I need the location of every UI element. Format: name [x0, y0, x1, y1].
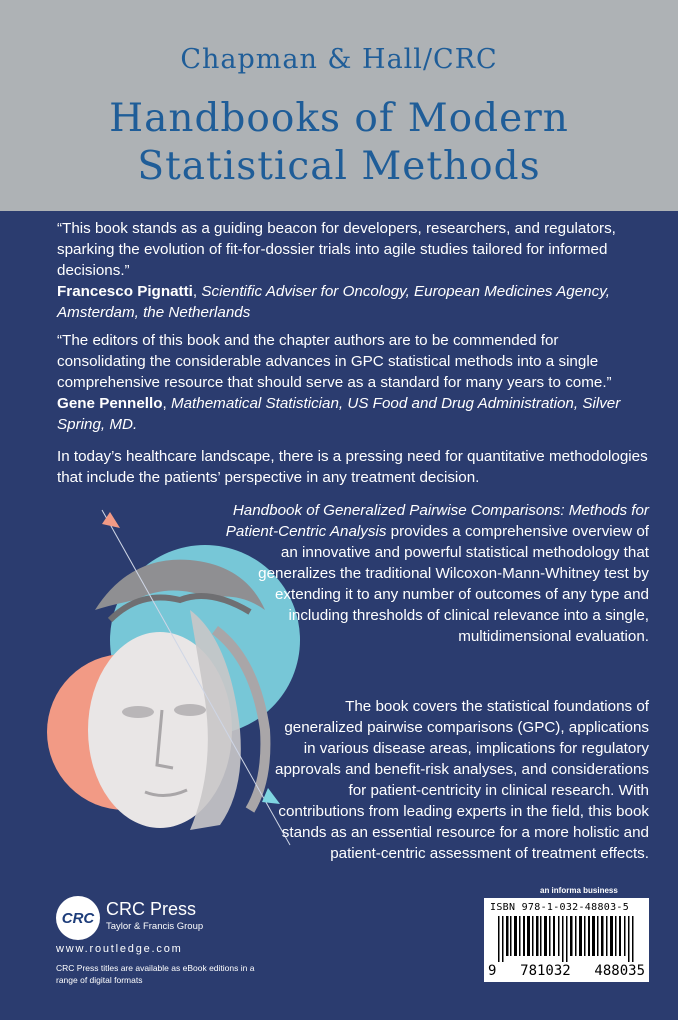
publisher-name: CRC Press	[106, 899, 197, 919]
crc-logo: CRC	[56, 896, 100, 940]
book-summary: provides a comprehensive overview of an innovative and powerful statistical methodology that generalizes the traditional Wilcoxon-Mann-Whitney test by extending it to any number of outcomes of any type and including thresholds of clinical relevance into a single, multidimensional evaluation.	[258, 523, 649, 645]
endorsement-attribution-1: Francesco Pignatti, Scientific Adviser for Oncology, European Medicines Agency, Amsterdam, the Netherlands	[57, 283, 610, 321]
barcode-number-group-1: 781032	[520, 963, 571, 979]
intro-paragraph: In today’s healthcare landscape, there is a pressing need for quantitative methodologies that include the patients’ perspective in any treatment decision.	[57, 448, 648, 486]
endorser-affiliation-1: Scientific Adviser for Oncology, European Medicines Agency, Amsterdam, the Netherlands	[57, 283, 610, 321]
endorser-name-1: Francesco Pignatti	[57, 283, 193, 300]
publisher-group: Taylor & Francis Group	[106, 921, 204, 932]
book-description	[215, 500, 649, 647]
series-title-line-2: Statistical Methods	[137, 144, 541, 189]
informa-tagline: an informa business	[540, 886, 618, 895]
barcode-number	[488, 963, 645, 979]
endorser-name-2: Gene Pennello	[57, 395, 163, 412]
endorsement-attribution-2: Gene Pennello, Mathematical Statistician, US Food and Drug Administration, Silver Spring, MD.	[57, 395, 621, 433]
ebook-note: CRC Press titles are available as eBook editions in a range of digital formats	[56, 963, 255, 985]
endorser-affiliation-2: Mathematical Statistician, US Food and Drug Administration, Silver Spring, MD.	[57, 395, 621, 433]
series-title-line-1: Handbooks of Modern	[109, 96, 569, 141]
book-title: Handbook of Generalized Pairwise Comparisons: Methods for Patient-Centric Analysis	[225, 502, 649, 540]
barcode-number-group-2: 488035	[594, 963, 645, 979]
barcode-bars	[488, 916, 645, 962]
series-header	[0, 0, 678, 211]
series-title	[0, 95, 678, 191]
isbn-text: ISBN 978-1-032-48803-5	[490, 902, 630, 913]
publisher-website: www.routledge.com	[56, 943, 183, 955]
endorsement-quote-1: “This book stands as a guiding beacon for developers, researchers, and regulators, sparking the evolution of fit-for-dossier trials into agile studies tailored for informed decisions.”	[57, 220, 616, 279]
series-name: Chapman & Hall/CRC	[180, 44, 498, 75]
isbn-barcode	[484, 898, 649, 982]
endorsement-quote-2: “The editors of this book and the chapter authors are to be commended for consolidating the considerable advances in GPC statistical methods into a single comprehensive resource that should serve as a standard for many years to come.”	[57, 332, 612, 391]
book-details-paragraph: The book covers the statistical foundations of generalized pairwise comparisons (GPC), applications in various disease areas, implications for regulatory approvals and benefit-risk analyses, and considerations for patient-centricity in clinical research. With contributions from leading experts in the field, this book stands as an essential resource for a more holistic and patient-centric assessment of treatment effects.	[275, 698, 649, 862]
barcode-number-lead: 9	[488, 963, 497, 979]
